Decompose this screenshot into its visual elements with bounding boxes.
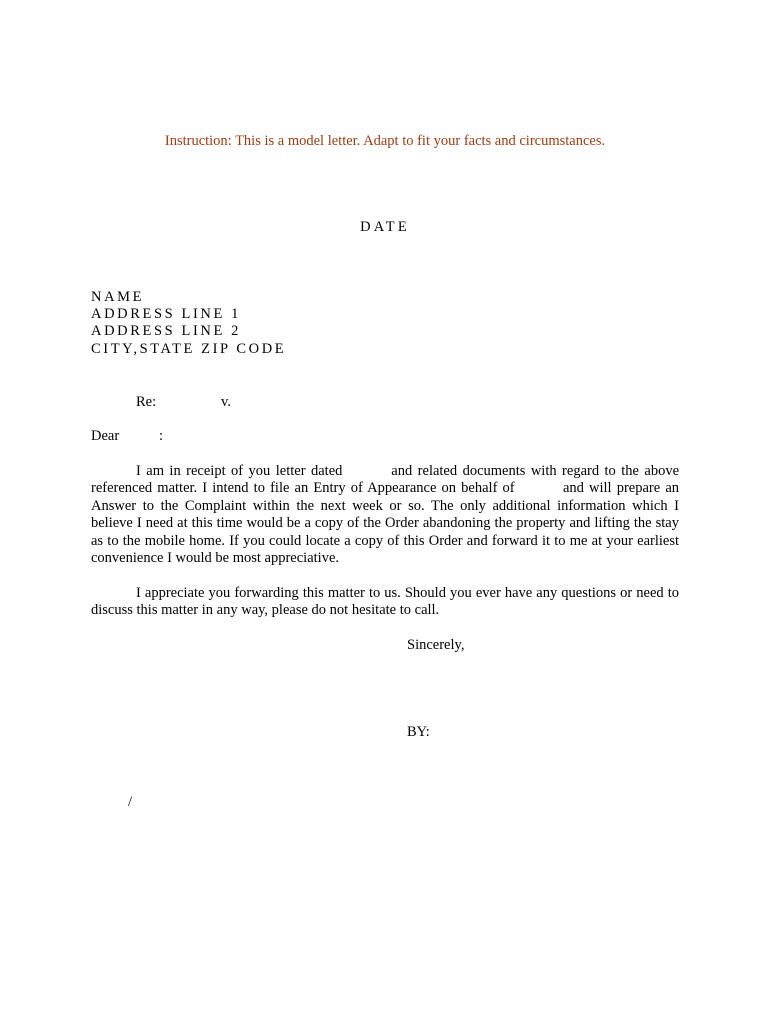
city-state-zip: CITY,STATE ZIP CODE: [91, 341, 287, 357]
body-paragraph-2: [91, 585, 679, 620]
body-paragraph-1: [91, 463, 679, 567]
address-line-1: ADDRESS LINE 1: [91, 306, 241, 322]
paragraph-2-text: I appreciate you forwarding this matter to us. Should you ever have any questions or need to discuss this matter in any way, please do not hesitate to call.: [91, 585, 679, 619]
salutation-colon: :: [159, 428, 164, 444]
paragraph-1-part-3: and will prepare an Answer to the Complaint within the next week or so. The only additional information which I believe I need at this time would be a copy of the Order abandoning the property and lifting the stay as to the mobile home. If you could locate a copy of this Order and forward it to me at your earliest convenience I would be most appreciative.: [91, 480, 680, 567]
recipient-name: NAME: [91, 289, 145, 305]
re-versus: v.: [221, 394, 231, 410]
salutation-dear: Dear: [91, 428, 120, 444]
signature-by-label: BY:: [407, 724, 430, 740]
closing-sincerely: Sincerely,: [407, 637, 465, 653]
re-label: Re:: [136, 394, 157, 410]
instruction-note: Instruction: This is a model letter. Adapt to fit your facts and circumstances.: [164, 133, 606, 149]
paragraph-1-part-2: and related documents with regard to the above referenced matter. I intend to file an Entry of Appearance on behalf of: [91, 463, 680, 497]
paragraph-1-part-1: I am in receipt of you letter dated: [136, 463, 343, 479]
initials-slash: /: [128, 794, 133, 810]
date-heading: DATE: [360, 219, 410, 235]
address-line-2: ADDRESS LINE 2: [91, 323, 241, 339]
